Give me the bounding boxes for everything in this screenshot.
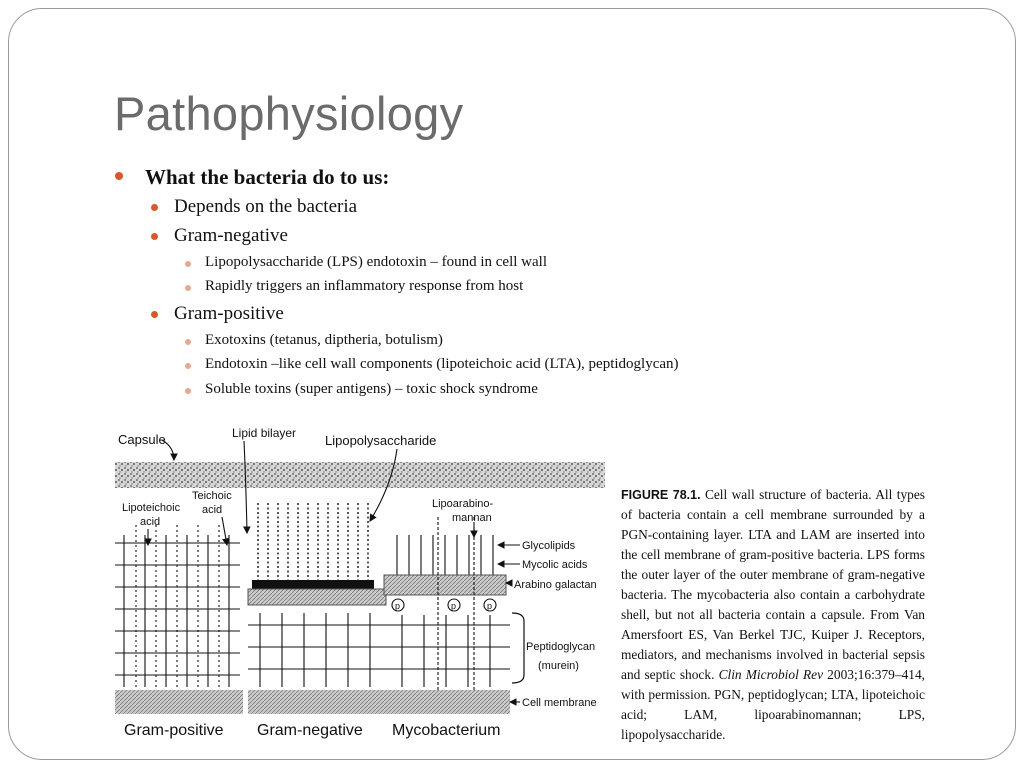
bullet-dot	[185, 261, 191, 267]
caption-label: FIGURE 78.1.	[621, 488, 701, 502]
header-mycobacterium: Mycobacterium	[392, 722, 501, 739]
label-cell-membrane: Cell membrane	[522, 697, 597, 709]
label-teichoic: Teichoic	[192, 490, 232, 502]
bullet-exotoxins: Exotoxins (tetanus, diptheria, botulism)	[205, 332, 443, 348]
label-lipoteichoic: Lipoteichoic	[122, 502, 181, 514]
label-lipoteichoic-acid: acid	[140, 516, 161, 528]
capsule-layer	[115, 462, 605, 488]
label-lipoarabinomannan: Lipoarabino-	[432, 498, 494, 510]
label-arabinogalactan: Arabino galactan	[514, 579, 597, 591]
bullet-endotoxin: Endotoxin –like cell wall components (lipoteichoic acid (LTA), peptidoglycan)	[205, 356, 679, 372]
arabinogalactan-layer	[384, 575, 506, 595]
label-teichoic-acid: acid	[202, 504, 223, 516]
label-mycolic-acids: Mycolic acids	[522, 559, 588, 571]
bullet-dot	[151, 233, 158, 240]
bullet-dot	[151, 204, 158, 211]
bullet-gram-positive: Gram-positive	[174, 303, 284, 324]
caption-tail: 2003;16:379–414, with permission. PGN, peptidoglycan; LTA, lipoteichoic acid; LAM, lipoarabinomannan; LPS, lipopolysaccharide.	[621, 667, 925, 742]
header-gram-negative: Gram-negative	[257, 722, 363, 739]
label-glycolipids: Glycolipids	[522, 540, 576, 552]
lps-anchor-layer	[252, 580, 374, 589]
bullet-dot	[185, 363, 191, 369]
header-gram-positive: Gram-positive	[124, 722, 224, 739]
mycobacterium-wall	[384, 517, 524, 693]
bullet-depends: Depends on the bacteria	[174, 196, 358, 217]
slide-title: Pathophysiology	[114, 87, 464, 140]
bullet-lps: Lipopolysaccharide (LPS) endotoxin – found in cell wall	[205, 254, 548, 270]
mycobacterium-membrane	[384, 690, 510, 714]
label-murein: (murein)	[538, 660, 579, 672]
outer-membrane	[248, 589, 386, 605]
gram-positive-wall	[115, 525, 240, 690]
label-lipopolysaccharide: Lipopolysaccharide	[325, 433, 437, 448]
bullet-dot	[185, 285, 191, 291]
bullet-dot	[115, 172, 123, 180]
bullet-soluble-toxins: Soluble toxins (super antigens) – toxic shock syndrome	[205, 381, 538, 397]
bullet-dot	[185, 388, 191, 394]
gram-positive-membrane	[115, 690, 243, 714]
bullet-dot	[151, 311, 158, 318]
cell-wall-diagram	[112, 425, 607, 745]
bullet-gram-negative: Gram-negative	[174, 225, 288, 246]
label-capsule: Capsule	[118, 432, 166, 447]
bullet-inflammatory: Rapidly triggers an inflammatory response from host	[205, 278, 524, 294]
figure-caption	[621, 485, 925, 745]
label-peptidoglycan: Peptidoglycan	[526, 641, 596, 653]
bullet-dot	[185, 339, 191, 345]
bullet-what-bacteria-do: What the bacteria do to us:	[145, 165, 390, 189]
gram-negative-membrane	[248, 690, 386, 714]
caption-journal: Clin Microbiol Rev	[718, 667, 824, 682]
gram-negative-wall	[248, 503, 386, 687]
phosphate-label: p	[451, 601, 457, 611]
phosphate-label: p	[395, 601, 401, 611]
label-lipoarabinomannan-2: mannan	[452, 512, 492, 524]
phosphate-label: p	[487, 601, 493, 611]
caption-text: Cell wall structure of bacteria. All types of bacteria contain a cell membrane surrounded by a PGN-containing layer. LTA and LAM are inserted into the cell membrane of gram-positive bacteria. LPS forms the outer layer of the outer membrane of gram-negative bacteria. The mycobacteria also contain a carbohydrate shell, but not all bacteria contain a capsule. From Van Amersfoort ES, Van Berkel TJC, Kuiper J. Receptors, mediators, and mechanisms involved in bacterial sepsis and septic shock.	[621, 487, 925, 682]
label-lipid-bilayer: Lipid bilayer	[232, 426, 297, 440]
